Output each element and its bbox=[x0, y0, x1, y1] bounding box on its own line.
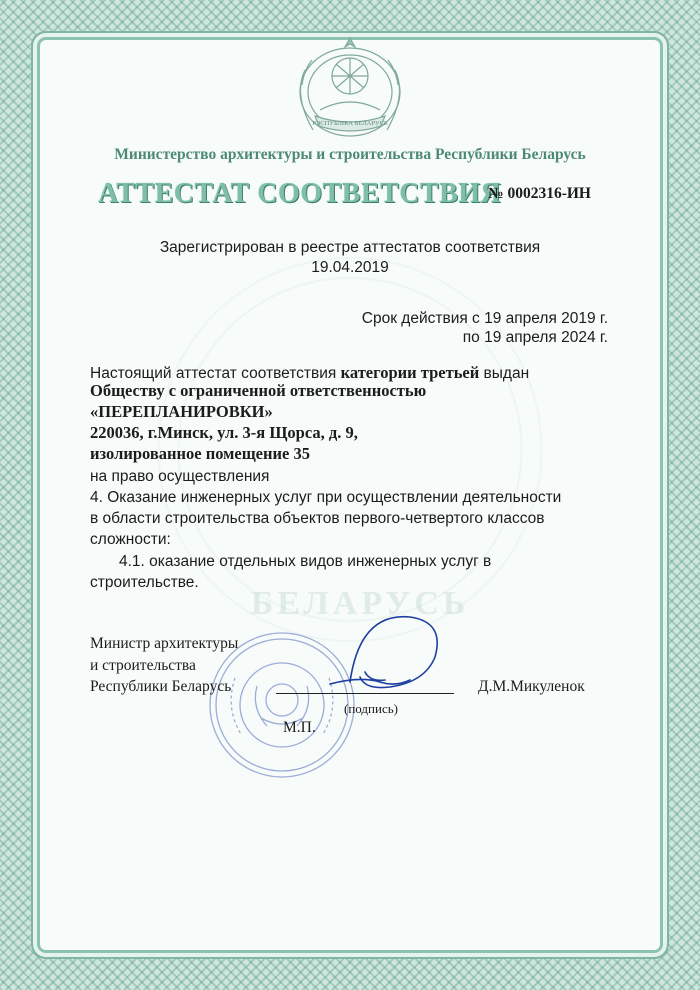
registration-line: Зарегистрирован в реестре аттестатов соответствия bbox=[159, 239, 541, 256]
organization-premises: изолированное помещение 35 bbox=[90, 444, 310, 463]
organization-address: 220036, г.Минск, ул. 3-я Щорса, д. 9, bbox=[90, 423, 358, 442]
validity-to: по 19 апреля 2024 г. bbox=[462, 329, 608, 346]
validity-from: Срок действия с 19 апреля 2019 г. bbox=[361, 310, 608, 327]
issue-statement bbox=[90, 363, 529, 383]
state-emblem-icon bbox=[270, 30, 430, 145]
category: категории третьей bbox=[340, 363, 480, 382]
watermark: БЕЛАРУСЬ bbox=[250, 585, 470, 622]
signatory-title-line3: Республики Беларусь bbox=[90, 678, 232, 695]
ministry-name: Министерство архитектуры и строительства Республики Беларусь bbox=[114, 146, 586, 163]
signatory-name: Д.М.Микуленок bbox=[478, 678, 585, 695]
signatory-title-line2: и строительства bbox=[90, 657, 196, 674]
activity-item-4-1-line2: строительстве. bbox=[90, 574, 199, 591]
activity-item-4-line1: 4. Оказание инженерных услуг при осуществлении деятельности bbox=[90, 489, 562, 506]
activity-item-4-1-line1: 4.1. оказание отдельных видов инженерных услуг в bbox=[119, 553, 492, 570]
activity-item-4-line3: сложности: bbox=[90, 531, 171, 548]
registration-date: 19.04.2019 bbox=[311, 259, 389, 276]
signatory-title-line1: Министр архитектуры bbox=[90, 635, 239, 652]
issue-statement-prefix: Настоящий аттестат соответствия bbox=[90, 365, 341, 382]
certificate-number: № 0002316-ИН bbox=[488, 185, 591, 202]
certificate-title: АТТЕСТАТ СООТВЕТСТВИЯ bbox=[98, 178, 502, 209]
activity-item-4-line2: в области строительства объектов первого-четвертого классов bbox=[90, 510, 545, 527]
organization-name: «ПЕРЕПЛАНИРОВКИ» bbox=[90, 402, 273, 421]
organization-type: Обществу с ограниченной ответственностью bbox=[90, 381, 427, 400]
right-statement: на право осуществления bbox=[90, 468, 270, 485]
emblem-ribbon-text: РЭСПУБЛІКА БЕЛАРУСЬ bbox=[312, 120, 388, 127]
signature-caption: (подпись) bbox=[344, 701, 398, 716]
issue-statement-suffix: выдан bbox=[479, 365, 530, 382]
stamp-place: М.П. bbox=[283, 719, 316, 736]
signature-line bbox=[276, 693, 454, 694]
